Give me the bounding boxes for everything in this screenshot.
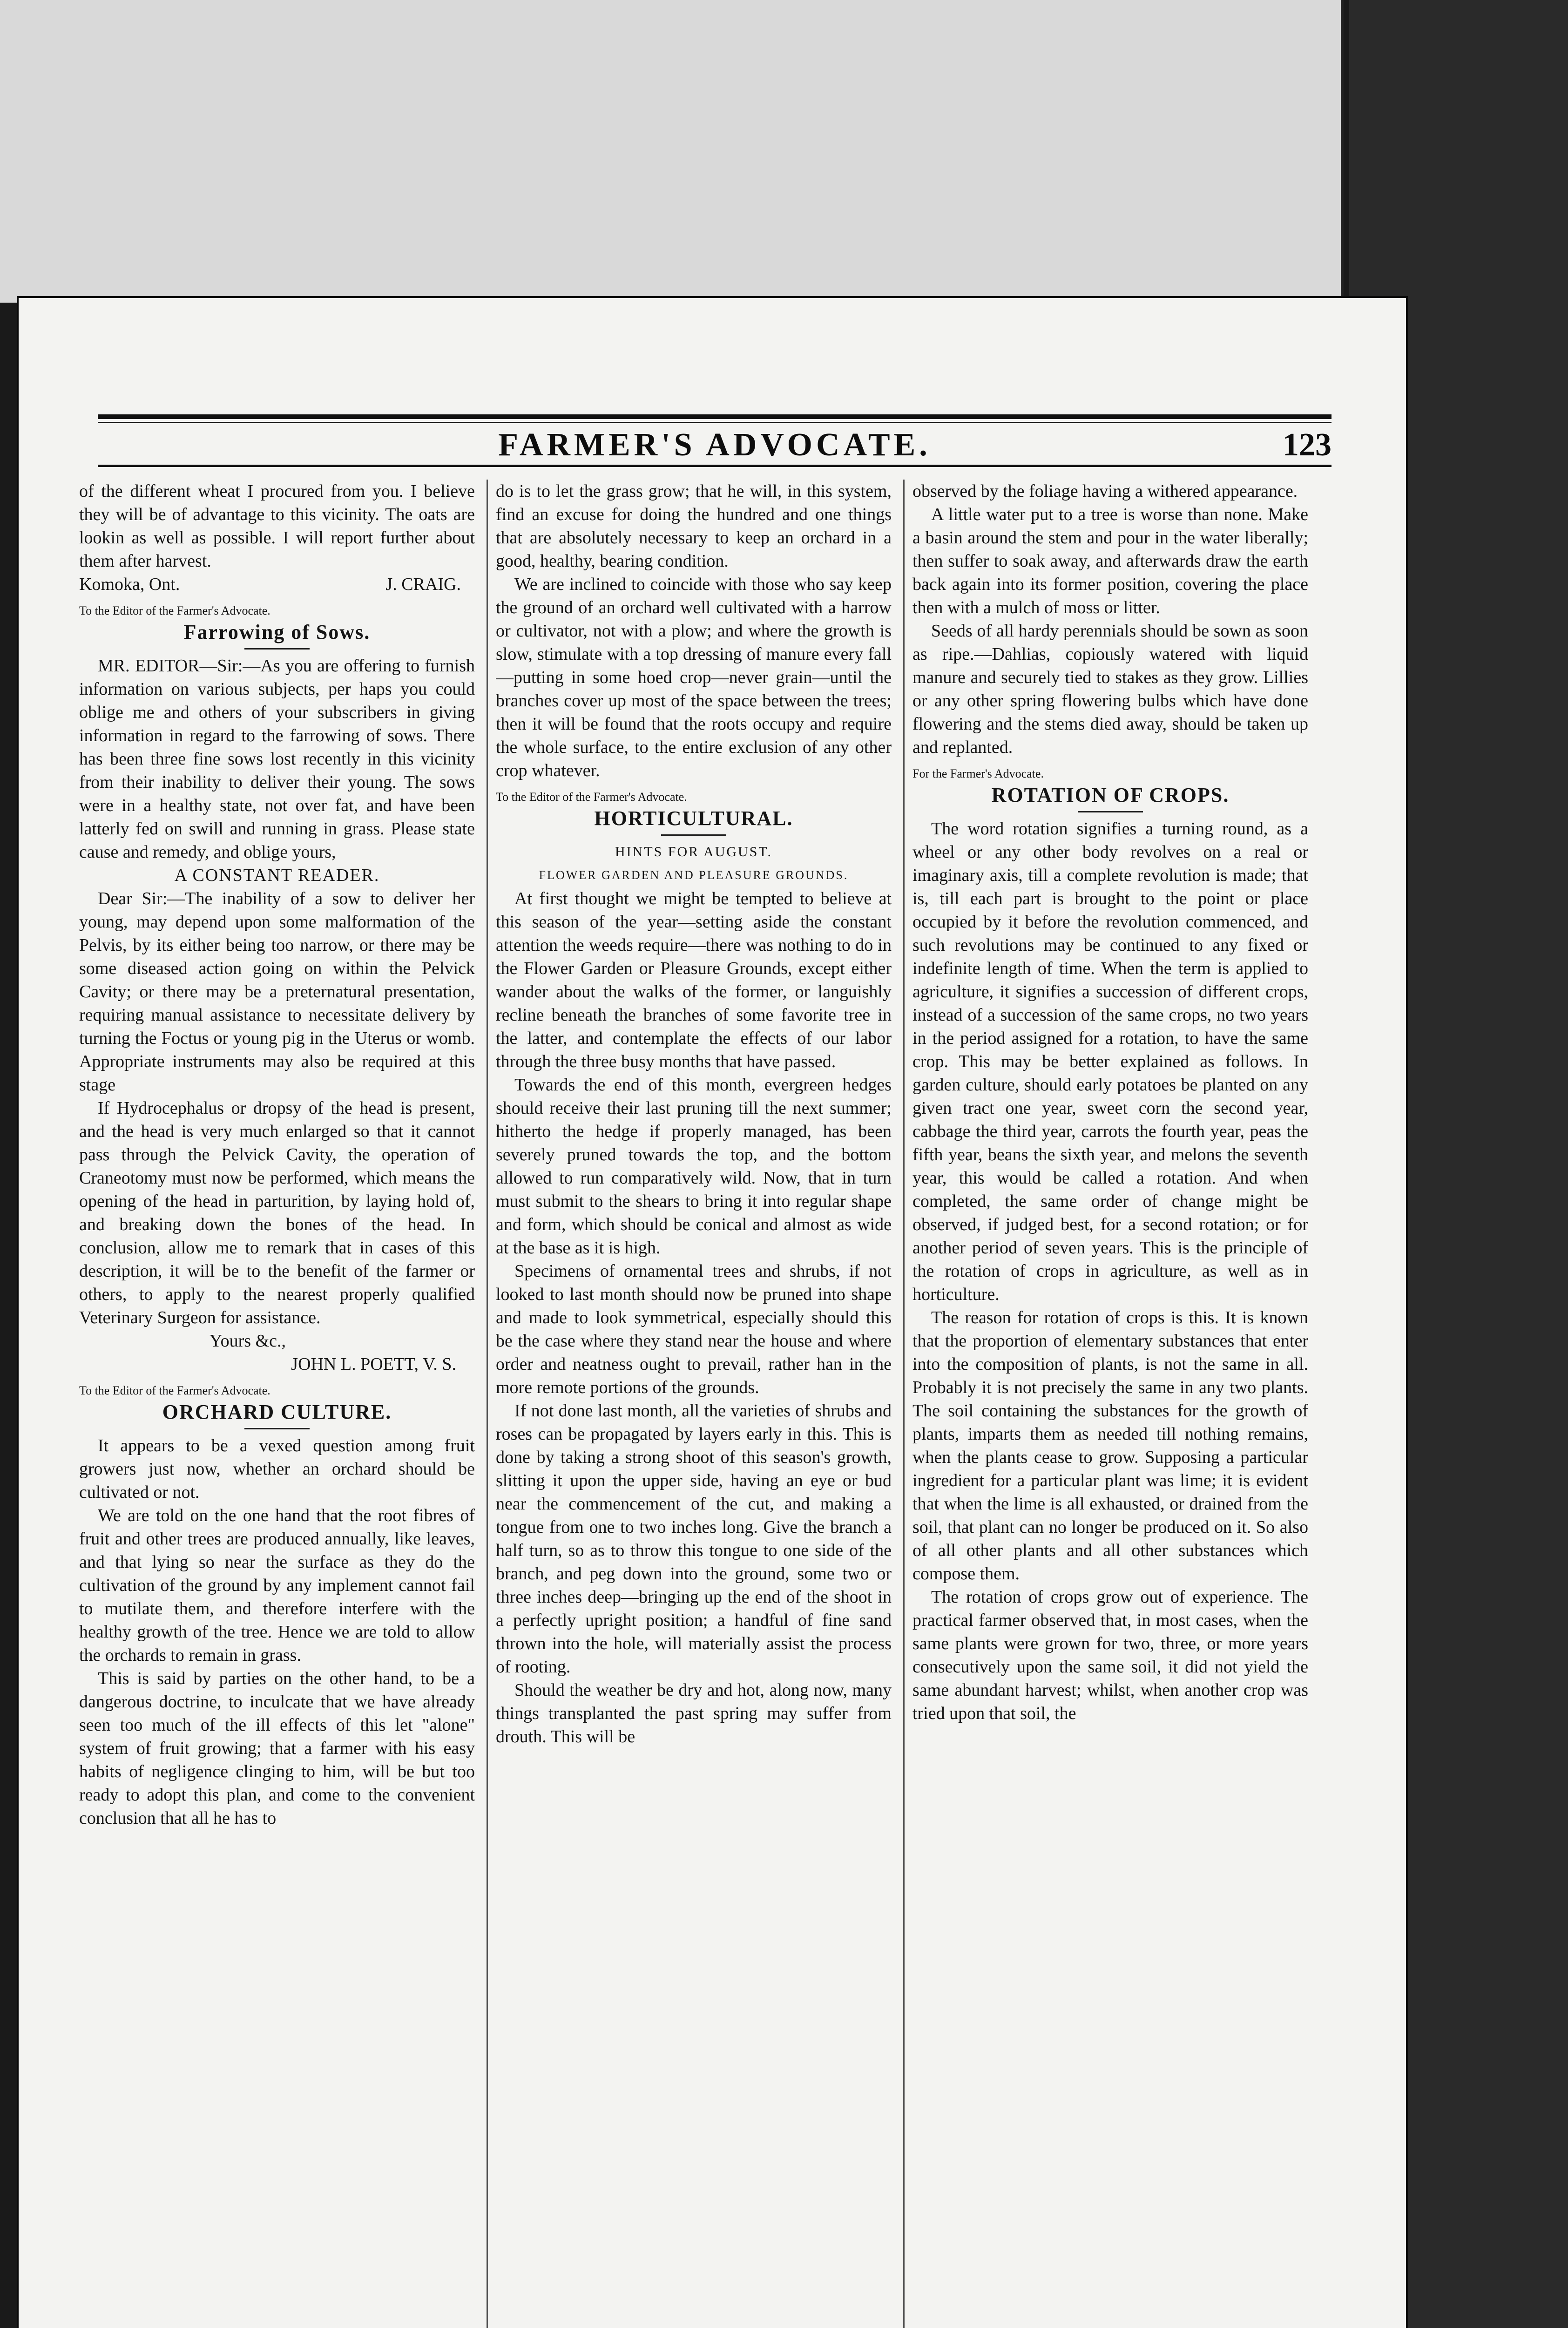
editor-note: To the Editor of the Farmer's Advocate. bbox=[496, 790, 687, 804]
header-rule-bottom bbox=[98, 465, 1331, 467]
paragraph: We are inclined to coincide with those who say keep the ground of an orchard well cultivated with a harrow or cultivator, not with a plow; and where the growth is slow, stimulate with a top dressing of manure every fall—putting in some hoed crop—never grain—until the branches cover up most of the space between the trees; then it will be found that the roots occupy and require the whole surface, to the entire exclusion of any other crop whatever. bbox=[496, 575, 892, 780]
paragraph: of the different wheat I procured from you. I believe they will be of advantage to this vicinity. The oats are lookin as well as possible. I will report further about them after harvest. bbox=[79, 481, 475, 571]
page-header bbox=[98, 414, 1331, 470]
paragraph: observed by the foliage having a withered appearance. bbox=[912, 481, 1298, 501]
column-divider bbox=[903, 480, 905, 2328]
editor-note: To the Editor of the Farmer's Advocate. bbox=[79, 604, 270, 617]
signature-name: JOHN L. POETT, V. S. bbox=[291, 1354, 456, 1374]
signature-name: A CONSTANT READER. bbox=[174, 866, 380, 885]
newspaper-page bbox=[19, 298, 1406, 2328]
paragraph: Should the weather be dry and hot, along now, many things transplanted the past spring may suffer from drouth. This will be bbox=[496, 1680, 892, 1746]
title-rule bbox=[661, 834, 726, 836]
paragraph: A little water put to a tree is worse than none. Make a basin around the stem and pour in the water liberally; then suffer to soak away, and afterwards draw the earth back again into its former position, covering the place then with a mulch of moss or litter. bbox=[912, 505, 1308, 617]
signature-place: Komoka, Ont. bbox=[79, 575, 180, 594]
paragraph: It appears to be a vexed question among fruit growers just now, whether an orchard should be cultivated or not. bbox=[79, 1436, 475, 1502]
title-rule bbox=[244, 648, 310, 650]
header-rule-thin bbox=[98, 422, 1331, 423]
paragraph: If not done last month, all the varieties of shrubs and roses can be propagated by layers early in this. This is done by taking a strong shoot of this season's growth, slitting it upon the upper side, having an eye or bud near the commencement of the cut, and making a tongue from one to two inches long. Give the branch a half turn, so as to throw this tongue to one side of the branch, and peg down into the ground, some two or three inches deep—bringing up the end of the shoot in a perfectly upright position; a handful of fine sand thrown into the hole, will materially assist the process of rooting. bbox=[496, 1401, 892, 1677]
page-number: 123 bbox=[1283, 427, 1331, 463]
paragraph: We are told on the one hand that the root fibres of fruit and other trees are produced annually, like leaves, and that lying so near the surface as they do the cultivation of the ground by any implement cannot fail to mutilate them, and therefore interfere with the healthy growth of the tree. Hence we are told to allow the orchards to remain in grass. bbox=[79, 1506, 475, 1665]
signature-name: J. CRAIG. bbox=[385, 575, 461, 594]
article-title: ORCHARD CULTURE. bbox=[162, 1401, 392, 1423]
article-subtitle: FLOWER GARDEN AND PLEASURE GROUNDS. bbox=[539, 868, 849, 882]
masthead-title: FARMER'S ADVOCATE. bbox=[498, 427, 931, 463]
article-subtitle: HINTS FOR AUGUST. bbox=[615, 844, 772, 859]
title-rule bbox=[1078, 811, 1143, 812]
column-middle bbox=[496, 480, 892, 2328]
article-title: HORTICULTURAL. bbox=[594, 807, 793, 830]
paragraph: Seeds of all hardy perennials should be sown as soon as ripe.—Dahlias, copiously watered with liquid manure and securely tied to stakes as they grow. Lillies or any other spring flowering bulbs which have done flowering and the stems died away, should be taken up and replanted. bbox=[912, 621, 1308, 757]
editor-note: For the Farmer's Advocate. bbox=[912, 767, 1044, 780]
signature-closing: Yours &c., bbox=[210, 1331, 286, 1351]
paragraph: do is to let the grass grow; that he will, in this system, find an excuse for doing the hundred and one things that are absolutely necessary to keep an orchard in a good, healthy, bearing condition. bbox=[496, 481, 892, 571]
paragraph: Specimens of ornamental trees and shrubs, if not looked to last month should now be pruned into shape and made to look symmetrical, especially should this be the case where they stand near the house and where order and neatness ought to prevail, rather han in the more remote portions of the grounds. bbox=[496, 1261, 892, 1397]
previous-page-edge bbox=[0, 0, 1344, 303]
paragraph: Towards the end of this month, evergreen hedges should receive their last pruning till the next summer; hitherto the hedge if properly managed, has been severely pruned towards the top, and the bottom allowed to run comparatively wild. Now, that in turn must submit to the shears to bring it into regular shape and form, which should be conical and almost as wide at the base as it is high. bbox=[496, 1075, 892, 1258]
paragraph: If Hydrocephalus or dropsy of the head is present, and the head is very much enlarged so that it cannot pass through the Pelvick Cavity, the operation of Craneotomy must now be performed, which means the opening of the head in parturition, by laying hold of, and breaking down the bones of the head. In conclusion, allow me to remark that in cases of this description, it will be to the benefit of the farmer or others, to apply to the nearest properly qualified Veterinary Surgeon for assistance. bbox=[79, 1098, 475, 1327]
paragraph: At first thought we might be tempted to believe at this season of the year—setting aside the constant attention the weeds require—there was nothing to do in the Flower Garden or Pleasure Grounds, except either wander about the walks of the former, or languishly recline beneath the branches of some favorite tree in the latter, and contemplate the effects of our labor through the three busy months that have passed. bbox=[496, 889, 892, 1071]
paragraph: The rotation of crops grow out of experience. The practical farmer observed that, in most cases, when the same plants were grown for two, three, or more years consecutively upon the same soil, it did not yield the same abundant harvest; whilst, when another crop was tried upon that soil, the bbox=[912, 1587, 1308, 1723]
paragraph: This is said by parties on the other hand, to be a dangerous doctrine, to inculcate that we have already seen too much of the ill effects of this let "alone" system of fruit growing; that a farmer with his easy habits of negligence clinging to him, will be but too ready to adopt this plan, and come to the convenient conclusion that all he has to bbox=[79, 1669, 475, 1828]
header-rule-thick bbox=[98, 414, 1331, 419]
title-rule bbox=[244, 1428, 310, 1429]
column-right bbox=[912, 480, 1308, 2328]
paragraph: The word rotation signifies a turning round, as a wheel or any other body revolves on a real or imaginary axis, till a complete revolution is made; that is, till each part is brought to the point or place occupied by it before the revolution commenced, and such revolutions may be continued to any fixed or indefinite length of time. When the term is applied to agriculture, it signifies a succession of different crops, instead of a succession of the same crops, no two years in the period assigned for a rotation, to have the same crop. This may be better explained as follows. In garden culture, should early potatoes be planted on any given tract one year, sweet corn the second year, cabbage the third year, carrots the fourth year, peas the fifth year, beans the sixth year, and melons the seventh year, this would be called a rotation. And when completed, the same order of change might be observed, if judged best, for a second rotation; or for another period of seven years. This is the principle of the rotation of crops in agriculture, as well as in horticulture. bbox=[912, 819, 1308, 1304]
article-title: ROTATION OF CROPS. bbox=[991, 784, 1230, 806]
paragraph: The reason for rotation of crops is this. It is known that the proportion of elementary substances that enter into the composition of plants, is not the same in all. Probably it is not precisely the same in any two plants. The soil containing the substances for the growth of plants, imparts them as needed till nothing remains, when the plants cease to grow. Supposing a particular ingredient for a particular plant was lime; it is evident that when the lime is all exhausted, or drained from the soil, that plant can no longer be produced on it. So also of all other plants and all other substances which compose them. bbox=[912, 1308, 1308, 1584]
column-divider bbox=[487, 480, 488, 2328]
article-title: Farrowing of Sows. bbox=[183, 621, 371, 643]
signature-line bbox=[79, 573, 475, 596]
paragraph: MR. EDITOR—Sir:—As you are offering to furnish information on various subjects, per haps you could oblige me and others of your subscribers in giving information in regard to the farrowing of sows. There has been three fine sows lost recently in this vicinity from their inability to deliver their young. The sows were in a healthy state, not over fat, and have been latterly fed on swill and running in grass. Please state cause and remedy, and oblige yours, bbox=[79, 656, 475, 862]
editor-note: To the Editor of the Farmer's Advocate. bbox=[79, 1384, 270, 1397]
column-left bbox=[79, 480, 475, 2328]
paragraph: Dear Sir:—The inability of a sow to deliver her young, may depend upon some malformation of the Pelvis, by its either being too narrow, or there may be some diseased action going on within the Pelvick Cavity; or there may be a preternatural presentation, requiring manual assistance to necessitate delivery by turning the Foctus or young pig in the Uterus or womb. Appropriate instruments may also be required at this stage bbox=[79, 889, 475, 1095]
